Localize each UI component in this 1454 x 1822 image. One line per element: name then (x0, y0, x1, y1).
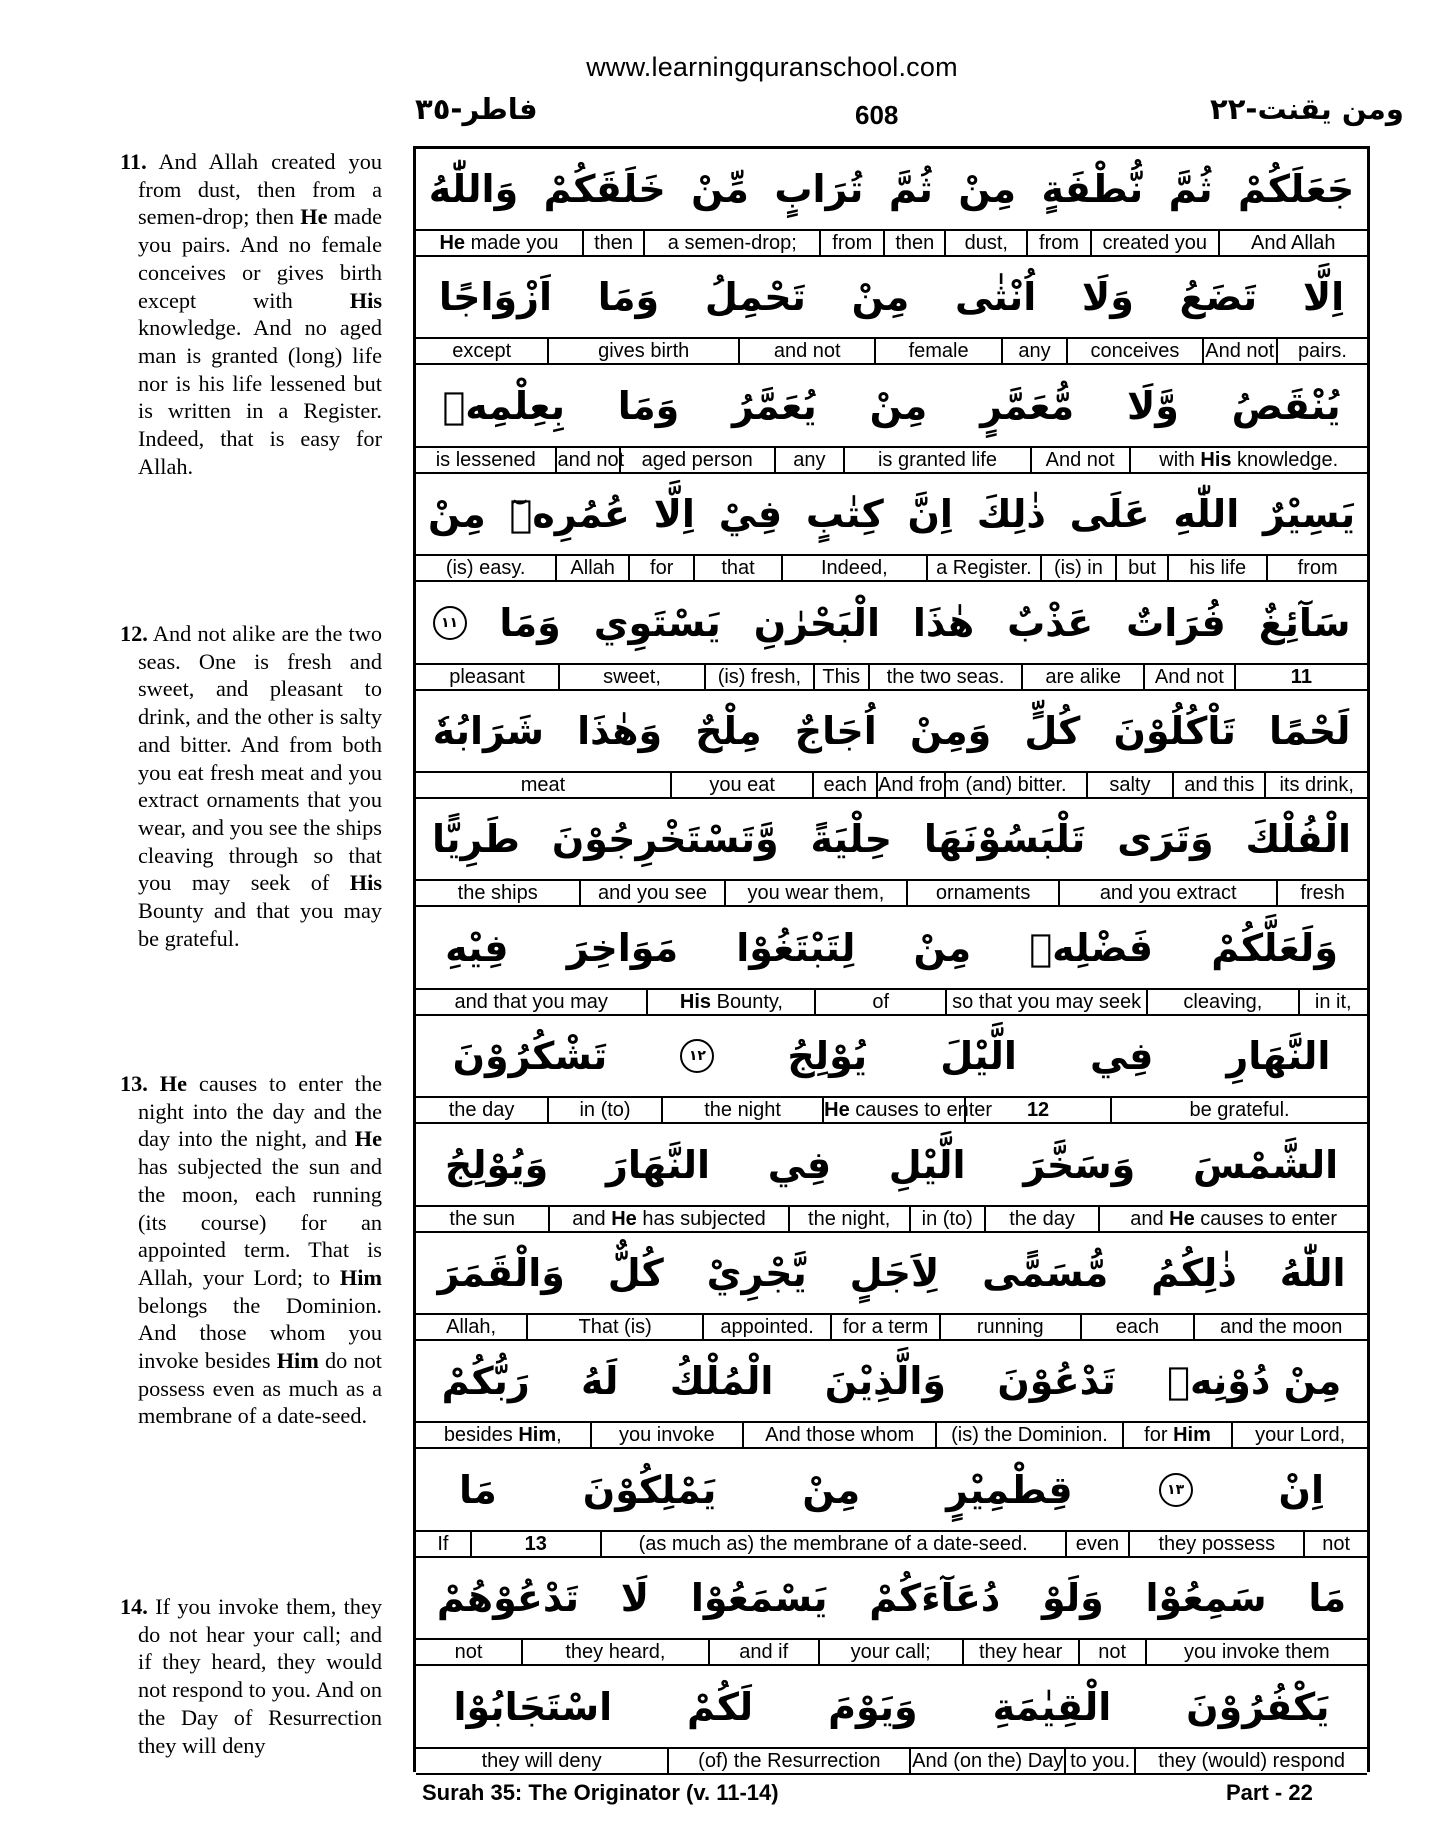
arabic-word: مِنْ (428, 492, 486, 537)
english-gloss: you eat (670, 773, 812, 797)
arabic-word: ثُمَّ (888, 167, 933, 211)
arabic-word: وَلَعَلَّكُمْ (1211, 925, 1338, 970)
english-gloss: even (1065, 1532, 1129, 1556)
arabic-word: مِّنْ (691, 167, 749, 211)
arabic-line (416, 1125, 1367, 1205)
english-gloss: 13 (470, 1532, 600, 1556)
english-gloss: (is) in (1040, 556, 1115, 580)
english-gloss: and not (557, 448, 625, 471)
arabic-word: مَا (459, 1467, 497, 1512)
english-gloss: in (to) (547, 1098, 661, 1122)
arabic-word: فِي (1090, 1034, 1154, 1079)
english-gloss: a Register. (926, 556, 1040, 580)
arabic-word: حِلْيَةً (810, 817, 892, 862)
english-gloss: the two seas. (868, 665, 1022, 689)
part-label: ومن يقنت-٢٢ (1210, 92, 1404, 126)
english-gloss: pleasant (449, 665, 525, 688)
arabic-word: يَسْمَعُوْا (690, 1576, 828, 1621)
arabic-line (416, 149, 1367, 229)
english-gloss: conceives (1066, 339, 1201, 363)
english-gloss: If (437, 1532, 449, 1555)
english-gloss: And Allah (1218, 231, 1367, 255)
arabic-word: سَآئِغٌ (1258, 600, 1351, 645)
english-gloss: His Bounty, (646, 990, 814, 1014)
english-gloss: running (939, 1315, 1080, 1339)
arabic-word: شَرَابُهٗ (432, 709, 545, 753)
english-gloss: and if (708, 1640, 818, 1664)
arabic-word: اسْتَجَابُوْا (453, 1684, 613, 1729)
english-gloss: not (1303, 1532, 1367, 1556)
arabic-word: وَاللّٰهُ (428, 167, 519, 211)
english-gloss: but (1115, 556, 1167, 580)
arabic-line (416, 583, 1367, 663)
arabic-word: يَكْفُرُوْنَ (1186, 1684, 1330, 1729)
english-gloss: aged person (619, 448, 774, 472)
arabic-word: مُّعَمَّرٍ (980, 383, 1075, 428)
english-gloss: created you (1090, 231, 1218, 255)
arabic-line (416, 799, 1367, 879)
arabic-word: مِنْ (851, 275, 910, 320)
arabic-word: الْفُلْكَ (1245, 817, 1352, 862)
english-gloss: be grateful. (1110, 1098, 1367, 1122)
english-gloss: the ships (457, 882, 538, 905)
arabic-word: وَالَّذِيْنَ (824, 1359, 947, 1404)
arabic-word: ذٰلِكَ (976, 492, 1046, 537)
english-gloss: of (814, 990, 945, 1014)
english-gloss: And those whom (742, 1423, 935, 1447)
english-gloss-line (416, 771, 1367, 799)
arabic-word: يُوْلِجُ (787, 1034, 868, 1079)
arabic-word: جَعَلَكُمْ (1238, 167, 1355, 211)
english-gloss: ornaments (906, 881, 1058, 905)
arabic-word: لَكُمْ (687, 1684, 754, 1729)
arabic-word: النَّهَارِ (1226, 1034, 1331, 1079)
english-gloss: fresh (1276, 881, 1367, 905)
arabic-word: النَّهَارَ (605, 1142, 711, 1187)
english-gloss: any (774, 448, 844, 472)
english-gloss: is lessened (435, 448, 536, 471)
english-gloss: they will deny (481, 1749, 602, 1772)
arabic-word: هٰذَا (912, 600, 975, 645)
english-gloss: and you see (579, 881, 723, 905)
arabic-word: تَلْبَسُوْنَهَا (923, 817, 1086, 862)
english-gloss: the night, (788, 1207, 909, 1231)
arabic-word: مِلْحٌ (695, 709, 762, 753)
arabic-word: يُعَمَّرُ (731, 383, 817, 428)
english-gloss: so that you may seek (945, 990, 1146, 1014)
verse-translation-14: 14. If you invoke them, they do not hear your call; and if they heard, they would not respond to you. And on the Day of Resurrection they will deny (120, 1594, 383, 1758)
arabic-word: كِتٰبٍ (805, 492, 884, 537)
website-url: www.learningquranschool.com (586, 52, 958, 82)
english-gloss: the day (984, 1207, 1099, 1231)
arabic-line (416, 1450, 1367, 1530)
arabic-word: تَشْكُرُوْنَ (452, 1034, 608, 1079)
english-gloss: in (to) (909, 1207, 984, 1231)
english-gloss: That (is) (526, 1315, 702, 1339)
arabic-word: فُرَاتٌ (1126, 600, 1226, 645)
english-gloss-line (416, 1747, 1367, 1775)
arabic-word: اُجَاجٌ (794, 709, 877, 753)
arabic-word: كُلٌّ (607, 1251, 664, 1295)
english-gloss: any (1001, 339, 1067, 363)
english-gloss: And not (1202, 339, 1277, 363)
english-gloss: and this (1172, 773, 1264, 797)
english-gloss: the sun (449, 1207, 515, 1230)
english-gloss: except (452, 340, 512, 363)
english-gloss: and He causes to enter (1098, 1207, 1367, 1231)
arabic-word: اللّٰهِ (1173, 492, 1240, 537)
arabic-line (416, 908, 1367, 988)
english-gloss: Allah (555, 556, 628, 580)
verse-end-marker: ١٢ (680, 1039, 714, 1073)
arabic-word: مِنْ (802, 1467, 861, 1512)
english-gloss: they hear (962, 1640, 1078, 1664)
arabic-word: وَّلَا (1126, 383, 1179, 428)
arabic-word: وَمَا (597, 275, 660, 320)
verse-translation-13: 13. He causes to enter the night into the day and the day into the night, and He has subjected the sun and the moon, each running (its course) for an appointed term. That is Allah, your Lord; to Him belongs the Dominion. And those whom you invoke besides Him do not possess even as much as a membrane of a date-seed. (120, 1071, 382, 1429)
arabic-word: وَسَخَّرَ (1023, 1142, 1136, 1187)
arabic-word: وَيَوْمَ (828, 1684, 918, 1729)
english-gloss: that (693, 556, 780, 580)
english-gloss: meat (520, 774, 566, 796)
english-gloss: not (454, 1641, 483, 1664)
arabic-word: فِي (767, 1142, 832, 1187)
arabic-word: اَزْوَاجًا (438, 275, 553, 320)
arabic-word: مِنْ (869, 383, 928, 428)
arabic-line (416, 257, 1367, 337)
arabic-word: ثُمَّ (1168, 167, 1213, 211)
arabic-word: اللّٰهُ (1279, 1251, 1346, 1295)
english-gloss: appointed. (702, 1315, 830, 1339)
arabic-word: خَلَقَكُمْ (543, 167, 666, 211)
arabic-word: وَمَا (617, 383, 680, 428)
english-gloss-line (416, 663, 1367, 691)
english-gloss-line (416, 1205, 1367, 1233)
arabic-word: طَرِيًّا (432, 817, 520, 862)
arabic-word: وَهٰذَا (577, 709, 663, 753)
english-gloss: its drink, (1264, 773, 1367, 797)
arabic-word: وَلَا (1081, 275, 1134, 320)
word-by-word-table (413, 146, 1370, 1772)
english-gloss: (as much as) the membrane of a date-seed. (600, 1532, 1065, 1556)
english-gloss-line (416, 1530, 1367, 1558)
english-gloss: 12 (964, 1098, 1110, 1122)
arabic-word: الشَّمْسَ (1192, 1142, 1339, 1187)
arabic-word: لِاَجَلٍ (849, 1251, 940, 1295)
english-gloss: to you. (1064, 1749, 1134, 1773)
arabic-word: وَمِنْ (909, 709, 992, 753)
arabic-word: يَمْلِكُوْنَ (582, 1467, 717, 1512)
arabic-word: قِطْمِيْرٍ (946, 1467, 1073, 1512)
arabic-word: عَذْبٌ (1007, 600, 1094, 645)
english-gloss: dust, (944, 231, 1026, 255)
english-gloss-line (416, 1421, 1367, 1449)
english-gloss: This (813, 665, 868, 689)
arabic-word: اُنْثٰى (954, 275, 1037, 320)
english-gloss: (is) easy. (445, 557, 526, 580)
arabic-word: تَدْعُوْنَ (997, 1359, 1116, 1404)
surah-label: فاطر-٣٥ (415, 92, 538, 126)
arabic-word: وَّتَسْتَخْرِجُوْنَ (551, 817, 779, 862)
arabic-word: وَالْقَمَرَ (437, 1251, 565, 1295)
english-gloss: and not (738, 339, 874, 363)
arabic-word: لِتَبْتَغُوْا (736, 925, 856, 970)
english-gloss: is granted life (843, 448, 1029, 472)
english-gloss-line (416, 1313, 1367, 1341)
part-footer: Part - 22 (1226, 1780, 1313, 1805)
arabic-word: الَّيْلِ (888, 1142, 966, 1187)
arabic-word: بِعِلْمِهٖ (442, 383, 566, 428)
english-gloss: 11 (1234, 665, 1367, 689)
english-gloss: and you extract (1058, 881, 1276, 905)
arabic-line (416, 691, 1367, 771)
arabic-word: مِنْ (958, 167, 1017, 211)
arabic-word: كُلٍّ (1024, 709, 1081, 753)
english-gloss: his life (1167, 556, 1266, 580)
arabic-word: تُرَابٍ (774, 167, 864, 211)
english-gloss: each (812, 773, 876, 797)
arabic-word: تَحْمِلُ (704, 275, 806, 320)
verse-end-marker: ١١ (433, 606, 467, 640)
arabic-word: اِلَّا (1302, 275, 1345, 320)
arabic-word: الْقِيٰمَةِ (992, 1684, 1112, 1729)
arabic-word: وَيُوْلِجُ (444, 1142, 549, 1187)
arabic-word: الَّيْلَ (940, 1034, 1017, 1079)
arabic-word: يَّجْرِيْ (706, 1251, 807, 1295)
english-gloss: you invoke (590, 1423, 743, 1447)
english-gloss-line (416, 229, 1367, 257)
arabic-word: سَمِعُوْا (1145, 1576, 1267, 1621)
english-gloss: each (1080, 1315, 1194, 1339)
arabic-word: فِيْ (718, 492, 783, 537)
english-gloss: And (on the) Day (909, 1749, 1064, 1773)
english-gloss: you wear them, (724, 881, 907, 905)
arabic-line (416, 1558, 1367, 1638)
english-gloss: And from (878, 774, 960, 796)
english-gloss: for Him (1122, 1423, 1232, 1447)
english-gloss: and that you may (454, 990, 608, 1013)
arabic-word: لَا (620, 1576, 650, 1621)
arabic-line (416, 1341, 1367, 1421)
english-gloss: (is) the Dominion. (935, 1423, 1122, 1447)
english-gloss: the day (448, 1099, 515, 1122)
arabic-word: لَهُ (581, 1359, 619, 1404)
verse-translation-12: 12. And not alike are the two seas. One is fresh and sweet, and pleasant to drink, and the other is salty and bitter. And from both you eat fresh meat and you extract ornaments that you wear, and you see the ships cleaving through so that you may seek of His Bounty and that you may be grateful. (120, 621, 382, 951)
english-gloss: for (628, 556, 693, 580)
arabic-word: مَا (1308, 1576, 1347, 1621)
english-gloss-line (416, 879, 1367, 907)
arabic-word: اِلَّا (653, 492, 695, 537)
english-gloss: salty (1086, 773, 1173, 797)
english-gloss: And not (1143, 665, 1234, 689)
english-gloss-line (416, 554, 1367, 582)
english-gloss: (is) fresh, (704, 665, 813, 689)
arabic-word: رَبُّكُمْ (441, 1359, 530, 1404)
english-gloss: female (874, 339, 1000, 363)
english-gloss: a semen-drop; (643, 231, 819, 255)
english-gloss: they possess (1128, 1532, 1303, 1556)
arabic-line (416, 1016, 1367, 1096)
english-gloss: from (819, 231, 883, 255)
english-gloss: they heard, (521, 1640, 708, 1664)
verse-end-marker: ١٣ (1159, 1473, 1193, 1507)
arabic-word: فَضْلِهٖ (1029, 925, 1154, 970)
arabic-word: عَلَى (1069, 492, 1150, 537)
arabic-word: ذٰلِكُمُ (1151, 1251, 1237, 1295)
english-gloss-line (416, 988, 1367, 1016)
english-gloss: with His knowledge. (1129, 448, 1367, 472)
arabic-word: يَسْتَوِي (593, 600, 721, 645)
english-gloss: Indeed, (781, 556, 926, 580)
english-gloss: pairs. (1276, 339, 1367, 363)
english-gloss: (of) the Resurrection (667, 1749, 909, 1773)
arabic-word: تَضَعُ (1179, 275, 1258, 320)
arabic-word: مُّسَمًّى (982, 1251, 1109, 1295)
english-gloss: He causes to enter (824, 1099, 993, 1122)
arabic-line (416, 474, 1367, 554)
english-gloss: then (883, 231, 944, 255)
english-gloss: your Lord, (1231, 1423, 1367, 1447)
english-gloss: and the moon (1193, 1315, 1366, 1339)
english-gloss: besides Him, (443, 1424, 562, 1447)
english-gloss: He made you (439, 232, 559, 254)
english-gloss: not (1078, 1640, 1145, 1664)
verse-translation-11: 11. And Allah created you from dust, then from a semen-drop; then He made you pairs. And no female conceives or gives birth except with His knowledge. And no aged man is granted (long) life nor is his life lessened but is written in a Register. Indeed, that is easy for Allah. (120, 149, 382, 479)
arabic-word: وَلَوْ (1042, 1576, 1104, 1621)
english-gloss: for a term (830, 1315, 939, 1339)
english-gloss: the night (661, 1098, 822, 1122)
arabic-word: وَمَا (499, 600, 561, 645)
surah-title-footer: Surah 35: The Originator (v. 11-14) (422, 1780, 779, 1805)
arabic-word: مِنْ دُوْنِهٖ (1167, 1359, 1342, 1404)
english-gloss: from (1266, 556, 1367, 580)
english-gloss: from (1026, 231, 1090, 255)
arabic-word: مَوَاخِرَ (566, 925, 679, 970)
english-gloss: gives birth (547, 339, 738, 363)
english-gloss: your call; (818, 1640, 962, 1664)
arabic-word: لَحْمًا (1269, 709, 1351, 753)
english-gloss: And not (1030, 448, 1129, 472)
arabic-line (416, 366, 1367, 446)
english-gloss: sweet, (558, 665, 704, 689)
arabic-word: وَتَرَى (1117, 817, 1214, 862)
english-gloss: then (582, 231, 643, 255)
arabic-word: الْبَحْرٰنِ (753, 600, 880, 645)
page-number: 608 (855, 100, 899, 130)
arabic-line (416, 1667, 1367, 1747)
arabic-word: الْمُلْكُ (669, 1359, 774, 1404)
english-gloss-line (416, 446, 1367, 474)
english-gloss-line (416, 337, 1367, 365)
arabic-word: يُنْقَصُ (1231, 383, 1341, 428)
arabic-word: دُعَآءَكُمْ (869, 1576, 1001, 1621)
arabic-word: تَاْكُلُوْنَ (1113, 709, 1236, 753)
arabic-word: اِنَّ (907, 492, 953, 537)
arabic-word: فِيْهِ (445, 925, 509, 970)
arabic-word: مِنْ (913, 925, 972, 970)
english-gloss: they (would) respond (1134, 1749, 1367, 1773)
arabic-line (416, 1233, 1367, 1313)
english-gloss: you invoke them (1145, 1640, 1367, 1664)
arabic-word: عُمُرِهٖٓ (509, 492, 630, 537)
english-gloss-line (416, 1638, 1367, 1666)
english-gloss: Allah, (446, 1316, 497, 1338)
english-gloss: (and) bitter. (944, 773, 1085, 797)
english-gloss: in it, (1298, 990, 1367, 1014)
english-gloss: cleaving, (1146, 990, 1297, 1014)
english-gloss-line (416, 1096, 1367, 1124)
arabic-word: تَدْعُوْهُمْ (436, 1576, 580, 1621)
english-gloss: are alike (1021, 665, 1143, 689)
arabic-word: يَسِيْرٌ (1263, 492, 1356, 537)
english-gloss: and He has subjected (548, 1207, 787, 1231)
arabic-word: اِنْ (1278, 1467, 1325, 1512)
arabic-word: نُّطْفَةٍ (1041, 167, 1144, 211)
